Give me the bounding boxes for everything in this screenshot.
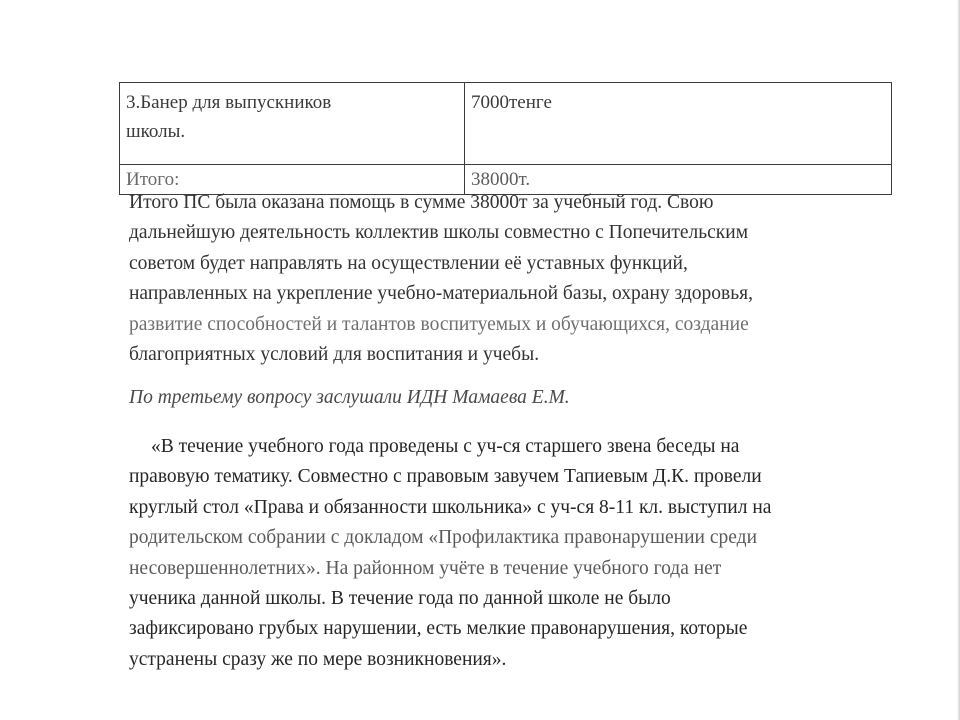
speech-line: зафиксировано грубых нарушении, есть мелкие правонарушения, которые <box>129 618 748 640</box>
speech-line: круглый стол «Права и обязанности школьника» с уч-ся 8-11 кл. выступил на <box>129 496 772 518</box>
expense-item-cell <box>120 83 465 165</box>
summary-line: Итого ПС была оказана помощь в сумме 38000т за учебный год. Свою <box>129 192 714 213</box>
summary-line: благоприятных условий для воспитания и учебы. <box>129 344 540 366</box>
table-row <box>120 83 892 165</box>
speech-line: устранены сразу же по мере возникновения». <box>129 648 507 670</box>
expense-table <box>119 82 892 195</box>
speech-line: правовую тематику. Совместно с правовым завучем Тапиевым Д.К. провели <box>129 466 762 488</box>
summary-line: развитие способностей и талантов воспитуемых и обучающихся, создание <box>129 313 749 335</box>
total-amount: 38000т. <box>471 169 531 190</box>
summary-paragraph <box>129 188 889 370</box>
speech-line: «В течение учебного года проведены с уч-ся старшего звена беседы на <box>151 436 740 457</box>
speech-line: ученика данной школы. В течение года по данной школе не было <box>129 588 671 610</box>
speech-paragraph <box>129 432 894 675</box>
expense-amount-cell <box>465 83 892 165</box>
speech-line: родительском собрании с докладом «Профилактика правонарушении среди <box>129 527 757 549</box>
expense-item-name-cont: школы. <box>126 121 186 142</box>
summary-line: направленных на укрепление учебно-материальной базы, охрану здоровья, <box>129 283 753 305</box>
summary-line: дальнейшую деятельность коллектив школы совместно с Попечительским <box>129 222 749 244</box>
summary-line: советом будет направлять на осуществлении её уставных функций, <box>129 252 688 274</box>
expense-amount: 7000тенге <box>471 92 552 113</box>
total-label: Итого: <box>126 169 180 190</box>
speech-line: несовершеннолетних». На районном учёте в течение учебного года нет <box>129 557 722 579</box>
third-question-heading: По третьему вопросу заслушали ИДН Мамаева Е.М. <box>129 387 570 408</box>
expense-item-name: 3.Банер для выпускников <box>126 92 332 113</box>
